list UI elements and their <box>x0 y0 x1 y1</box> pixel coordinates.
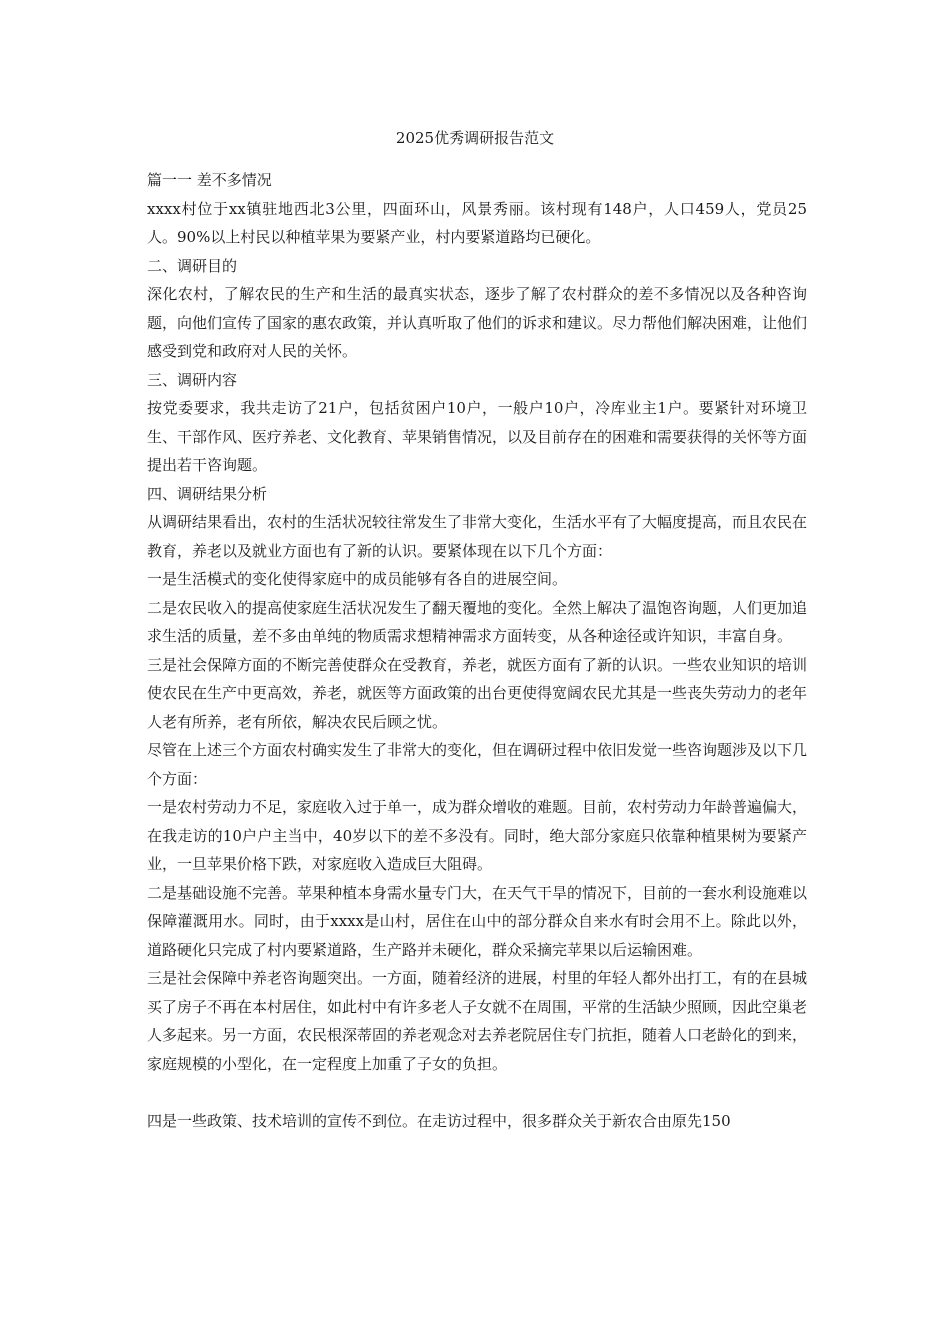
section-heading: 四、调研结果分析 <box>147 484 268 503</box>
paragraph: 深化农村，了解农民的生产和生活的最真实状态，逐步了解了农村群众的差不多情况以及各种咨询题，向他们宣传了国家的惠农政策，并认真听取了他们的诉求和建议。尽力帮他们解决困难，让他们感受到党和政府对人民的关怀。 <box>147 285 808 360</box>
document-title: 2025优秀调研报告范文 <box>395 129 555 147</box>
paragraph: 一是农村劳动力不足，家庭收入过于单一，成为群众增收的难题。目前，农村劳动力年龄普遍偏大，在我走访的10户户主当中，40岁以下的差不多没有。同时，绝大部分家庭只依靠种植果树为要紧产业，一旦苹果价格下跌，对家庭收入造成巨大阻碍。 <box>147 798 808 873</box>
paragraph: 四是一些政策、技术培训的宣传不到位。在走访过程中，很多群众关于新农合由原先150 <box>147 1111 731 1130</box>
section-heading: 三、调研内容 <box>147 370 238 389</box>
paragraph: 二是农民收入的提高使家庭生活状况发生了翻天覆地的变化。全然上解决了温饱咨询题，人们更加追求生活的质量，差不多由单纯的物质需求想精神需求方面转变，从各种途径或许知识，丰富自身。 <box>147 598 808 645</box>
paragraph: xxxx村位于xx镇驻地西北3公里，四面环山，风景秀丽。该村现有148户，人口459人，党员25人。90%以上村民以种植苹果为要紧产业，村内要紧道路均已硬化。 <box>147 199 807 246</box>
paragraph: 从调研结果看出，农村的生活状况较往常发生了非常大变化，生活水平有了大幅度提高，而且农民在教育，养老以及就业方面也有了新的认识。要紧体现在以下几个方面： <box>147 513 808 560</box>
paragraph: 三是社会保障中养老咨询题突出。一方面，随着经济的进展，村里的年轻人都外出打工，有的在县城买了房子不再在本村居住，如此村中有许多老人子女就不在周围，平常的生活缺少照顾，因此空巢老人多起来。另一方面，农民根深蒂固的养老观念对去养老院居住专门抗拒，随着人口老龄化的到来，家庭规模的小型化，在一定程度上加重了子女的负担。 <box>147 969 808 1073</box>
paragraph: 尽管在上述三个方面农村确实发生了非常大的变化，但在调研过程中依旧发觉一些咨询题涉及以下几个方面： <box>147 741 808 788</box>
paragraph: 二是基础设施不完善。苹果种植本身需水量专门大，在天气干旱的情况下，目前的一套水利设施难以保障灌溉用水。同时，由于xxxx是山村，居住在山中的部分群众自来水有时会用不上。除此以外，道路硬化只完成了村内要紧道路，生产路并未硬化，群众采摘完苹果以后运输困难。 <box>147 883 808 959</box>
document-body <box>147 166 807 1135</box>
paragraph: 三是社会保障方面的不断完善使群众在受教育，养老，就医方面有了新的认识。一些农业知识的培训使农民在生产中更高效，养老，就医等方面政策的出台更使得宽阔农民尤其是一些丧失劳动力的老年人老有所养，老有所依，解决农民后顾之忧。 <box>147 655 808 731</box>
blank-line <box>147 1078 807 1107</box>
section-heading: 篇一一 差不多情况 <box>147 171 272 189</box>
paragraph: 按党委要求，我共走访了21户，包括贫困户10户，一般户10户，冷库业主1户。要紧针对环境卫生、干部作风、医疗养老、文化教育、苹果销售情况，以及目前存在的困难和需要获得的关怀等方面提出若干咨询题。 <box>147 399 808 474</box>
section-heading: 二、调研目的 <box>147 256 238 275</box>
paragraph: 一是生活模式的变化使得家庭中的成员能够有各自的进展空间。 <box>147 570 568 588</box>
